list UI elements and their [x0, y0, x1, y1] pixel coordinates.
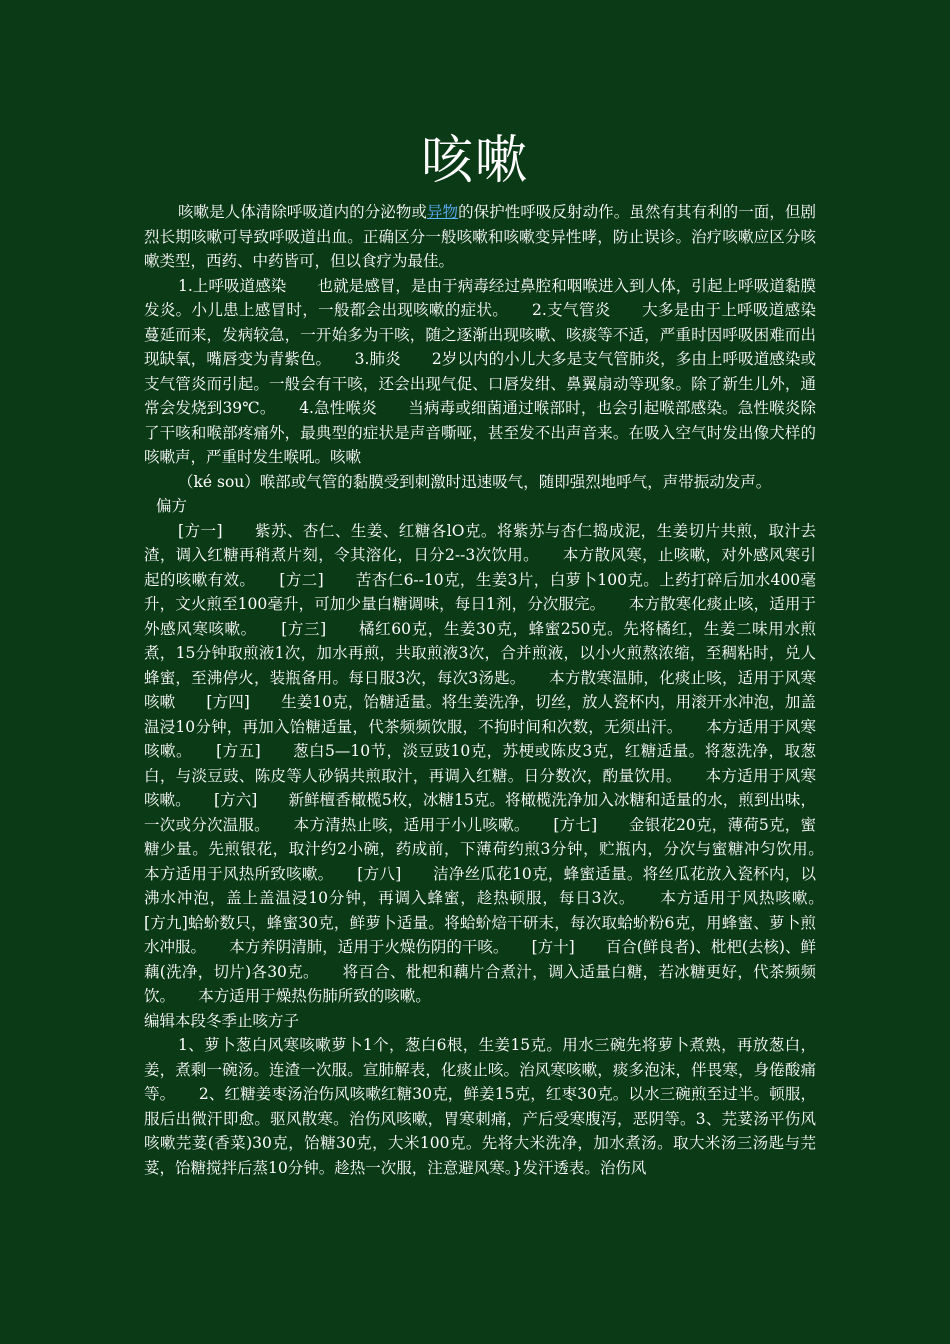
intro-paragraph — [144, 200, 816, 274]
intro-text-after: 的保护性呼吸反射动作。虽然有其有利的一面，但剧烈长期咳嗽可导致呼吸道出血。正确区分一般咳嗽和咳嗽变异性哮，防止误诊。治疗咳嗽应区分咳嗽类型，西药、中药皆可，但以食疗为最佳。 — [144, 203, 816, 270]
intro-text-before: 咳嗽是人体清除呼吸道内的分泌物或 — [178, 203, 427, 221]
causes-paragraph: 1.上呼吸道感染 也就是感冒，是由于病毒经过鼻腔和咽喉进入到人体，引起上呼吸道黏膜发炎。小儿患上感冒时，一般都会出现咳嗽的症状。 2.支气管炎 大多是由于上呼吸道感染蔓延而来，发病较急，一开始多为干咳，随之逐渐出现咳嗽、咳痰等不适，严重时因呼吸困难而出现缺氧，嘴唇变为青紫色。 3.肺炎 2岁以内的小儿大多是支气管肺炎，多由上呼吸道感染或支气管炎而引起。一般会有干咳，还会出现气促、口唇发绀、鼻翼扇动等现象。除了新生儿外，通常会发烧到39℃。 4.急性喉炎 当病毒或细菌通过喉部时，也会引起喉部感染。急性喉炎除了干咳和喉部疼痛外，最典型的症状是声音嘶哑，甚至发不出声音来。在吸入空气时发出像犬样的咳嗽声，严重时发生喉吼。咳嗽 — [144, 276, 816, 466]
definition-paragraph: （ké sou）喉部或气管的黏膜受到刺激时迅速吸气，随即强烈地呼气，声带振动发声。 — [178, 472, 772, 491]
page-title: 咳嗽 — [420, 131, 529, 191]
section-heading-winter: 编辑本段冬季止咳方子 — [144, 1011, 300, 1030]
article-body — [144, 200, 848, 1180]
recipes-paragraph: [方一] 紫苏、杏仁、生姜、红糖各lO克。将紫苏与杏仁捣成泥，生姜切片共煎，取汁去渣，调入红糖再稍煮片刻，令其溶化，日分2--3次饮用。 本方散风寒，止咳嗽，对外感风寒引起的咳嗽有效。 [方二] 苦杏仁6--10克，生姜3片，白萝卜100克。上药打碎后加水400毫升，文火煎至100毫升，可加少量白糖调味，每日1剂，分次服完。 本方散寒化痰止咳，适用于外感风寒咳嗽。 [方三] 橘红60克，生姜30克，蜂蜜250克。先将橘红，生姜二味用水煎煮，15分钟取煎液1次，加水再煎，共取煎液3次，合并煎液，以小火煎熬浓缩，至稠粘时，兑人蜂蜜，至沸停火，装瓶备用。每日服3次，每次3汤匙。 本方散寒温肺，化痰止咳，适用于风寒咳嗽 [方四] 生姜10克，饴糖适量。将生姜洗净，切丝，放人瓷杯内，用滚开水冲泡，加盖温浸10分钟，再加入饴糖适量，代茶频频饮服，不拘时间和次数，无须出汗。 本方适用于风寒咳嗽。 [方五] 葱白5—10节，淡豆豉10克，苏梗或陈皮3克，红糖适量。将葱洗净，取葱白，与淡豆豉、陈皮等人砂锅共煎取汁，再调入红糖。日分数次，酌量饮用。 本方适用于风寒咳嗽。 [方六] 新鲜檀香橄榄5枚，冰糖15克。将橄榄洗净加入冰糖和适量的水，煎到出味，一次或分次温服。 本方清热止咳，适用于小儿咳嗽。 [方七] 金银花20克，薄荷5克，蜜糖少量。先煎银花，取汁约2小碗，药成前，下薄荷约煎3分钟，贮瓶内，分次与蜜糖冲匀饮用。 本方适用于风热所致咳嗽。 [方八] 洁净丝瓜花10克，蜂蜜适量。将丝瓜花放入瓷杯内，以沸水冲泡，盖上盖温浸10分钟，再调入蜂蜜，趁热顿服，每日3次。 本方适用于风热咳嗽。 [方九]蛤蚧数只，蜂蜜30克，鲜萝卜适量。将蛤蚧焙干研末，每次取蛤蚧粉6克，用蜂蜜、萝卜煎水冲服。 本方养阴清肺，适用于火燥伤阴的干咳。 [方十] 百合(鲜良者)、枇杷(去核)、鲜藕(洗净，切片)各30克。 将百合、枇杷和藕片合煮汁，调入适量白糖，若冰糖更好，代茶频频饮。 本方适用于燥热伤肺所致的咳嗽。 — [144, 521, 848, 1005]
section-heading-pianfang: 偏方 — [156, 497, 188, 515]
winter-recipes-paragraph: 1、萝卜葱白风寒咳嗽萝卜1个，葱白6根，生姜15克。用水三碗先将萝卜煮熟，再放葱白，姜，煮剩一碗汤。连渣一次服。宣肺解表，化痰止咳。治风寒咳嗽，痰多泡沫，伴畏寒，身倦酸痛等。 2、红糖姜枣汤治伤风咳嗽红糖30克，鲜姜15克，红枣30克。以水三碗煎至过半。顿服，服后出微汗即愈。驱风散寒。治伤风咳嗽，胃寒刺痛，产后受寒腹泻，恶阴等。3、芫荽汤平伤风咳嗽芫荽(香菜)30克，饴糖30克，大米100克。先将大米洗净，加水煮汤。取大米汤三汤匙与芫荽，饴糖搅拌后蒸10分钟。趁热一次服，注意避风寒。}发汗透表。治伤风 — [144, 1036, 816, 1177]
foreign-body-link[interactable]: 异物 — [426, 203, 459, 221]
